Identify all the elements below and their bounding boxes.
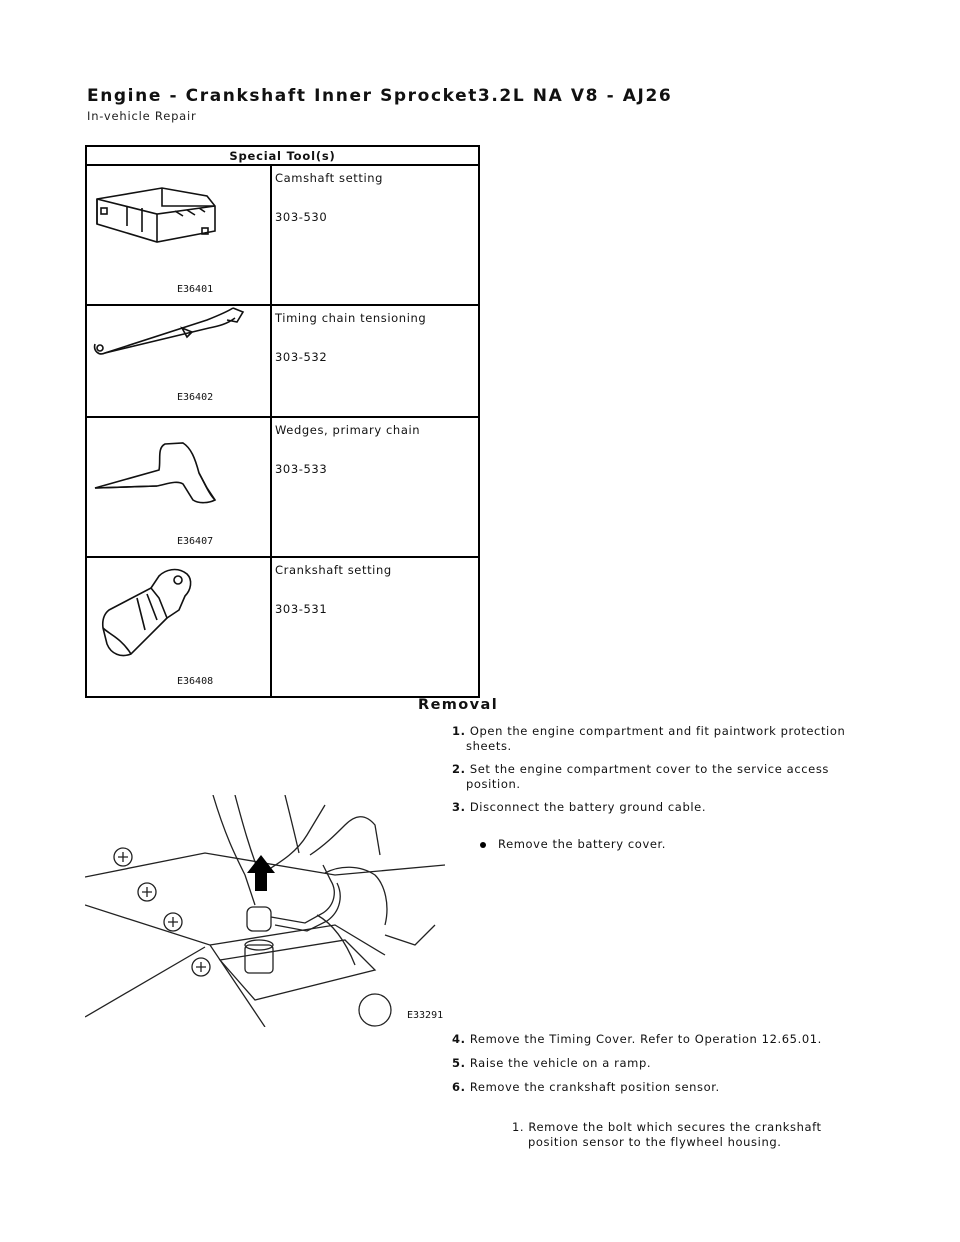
page-title: Engine - Crankshaft Inner Sprocket3.2L NA V8 - AJ26 bbox=[87, 86, 673, 106]
tool-row bbox=[86, 557, 479, 697]
tool-image-crankshaft-setting bbox=[86, 557, 271, 697]
step-text-cont: sheets. bbox=[466, 739, 512, 753]
bullet-icon bbox=[480, 842, 486, 848]
step-text-cont: position. bbox=[466, 777, 521, 791]
tool-image-code: E36402 bbox=[177, 392, 214, 403]
tool-number: 303-533 bbox=[275, 462, 328, 476]
tool-row bbox=[86, 165, 479, 305]
tool-row bbox=[86, 305, 479, 417]
step-text: Set the engine compartment cover to the service access bbox=[469, 762, 830, 776]
step-text: Open the engine compartment and fit paintwork protection bbox=[469, 724, 846, 738]
step-6 bbox=[452, 1080, 720, 1095]
tool-image-code: E36408 bbox=[177, 676, 214, 687]
camshaft-setting-tool-icon bbox=[87, 166, 270, 300]
tool-name: Wedges, primary chain bbox=[275, 423, 421, 437]
step-3-bullet bbox=[480, 837, 666, 852]
tool-image-code: E36401 bbox=[177, 284, 214, 295]
step-number: 1. bbox=[452, 724, 466, 738]
step-number: 5. bbox=[452, 1056, 466, 1070]
step-text: Disconnect the battery ground cable. bbox=[469, 800, 707, 814]
step-number: 3. bbox=[452, 800, 466, 814]
bullet-text: Remove the battery cover. bbox=[498, 837, 667, 851]
step-1 bbox=[452, 724, 845, 754]
crankshaft-setting-tool-icon bbox=[87, 558, 270, 692]
substep-text: 1. Remove the bolt which secures the crankshaft bbox=[512, 1120, 822, 1134]
tool-description bbox=[271, 165, 479, 305]
step-4 bbox=[452, 1032, 822, 1047]
battery-ground-cable-illustration bbox=[85, 795, 445, 1027]
tool-description bbox=[271, 417, 479, 557]
tool-image-camshaft-setting bbox=[86, 165, 271, 305]
special-tools-heading: Special Tool(s) bbox=[86, 146, 479, 165]
tool-image-timing-chain-tensioning bbox=[86, 305, 271, 417]
step-text: Remove the Timing Cover. Refer to Operation 12.65.01. bbox=[469, 1032, 822, 1046]
illustration-code: E33291 bbox=[407, 1010, 444, 1021]
tool-number: 303-532 bbox=[275, 350, 328, 364]
tool-row bbox=[86, 417, 479, 557]
step-5 bbox=[452, 1056, 651, 1071]
step-number: 2. bbox=[452, 762, 466, 776]
step-number: 4. bbox=[452, 1032, 466, 1046]
step-2 bbox=[452, 762, 829, 792]
page-subtitle: In-vehicle Repair bbox=[87, 109, 197, 123]
step-text: Remove the crankshaft position sensor. bbox=[469, 1080, 720, 1094]
tool-name: Crankshaft setting bbox=[275, 563, 392, 577]
tool-name: Timing chain tensioning bbox=[275, 311, 427, 325]
tool-image-wedges-primary-chain bbox=[86, 417, 271, 557]
tool-name: Camshaft setting bbox=[275, 171, 384, 185]
primary-chain-wedge-icon bbox=[87, 418, 270, 552]
tool-number: 303-531 bbox=[275, 602, 328, 616]
tool-description bbox=[271, 305, 479, 417]
step-text: Raise the vehicle on a ramp. bbox=[469, 1056, 652, 1070]
tool-image-code: E36407 bbox=[177, 536, 214, 547]
step-6-substep-1 bbox=[512, 1120, 822, 1150]
special-tools-table bbox=[85, 145, 480, 698]
step-number: 6. bbox=[452, 1080, 466, 1094]
substep-text-cont: position sensor to the flywheel housing. bbox=[528, 1135, 782, 1149]
tool-number: 303-530 bbox=[275, 210, 328, 224]
removal-heading: Removal bbox=[418, 697, 499, 713]
tool-description bbox=[271, 557, 479, 697]
step-3 bbox=[452, 800, 706, 815]
